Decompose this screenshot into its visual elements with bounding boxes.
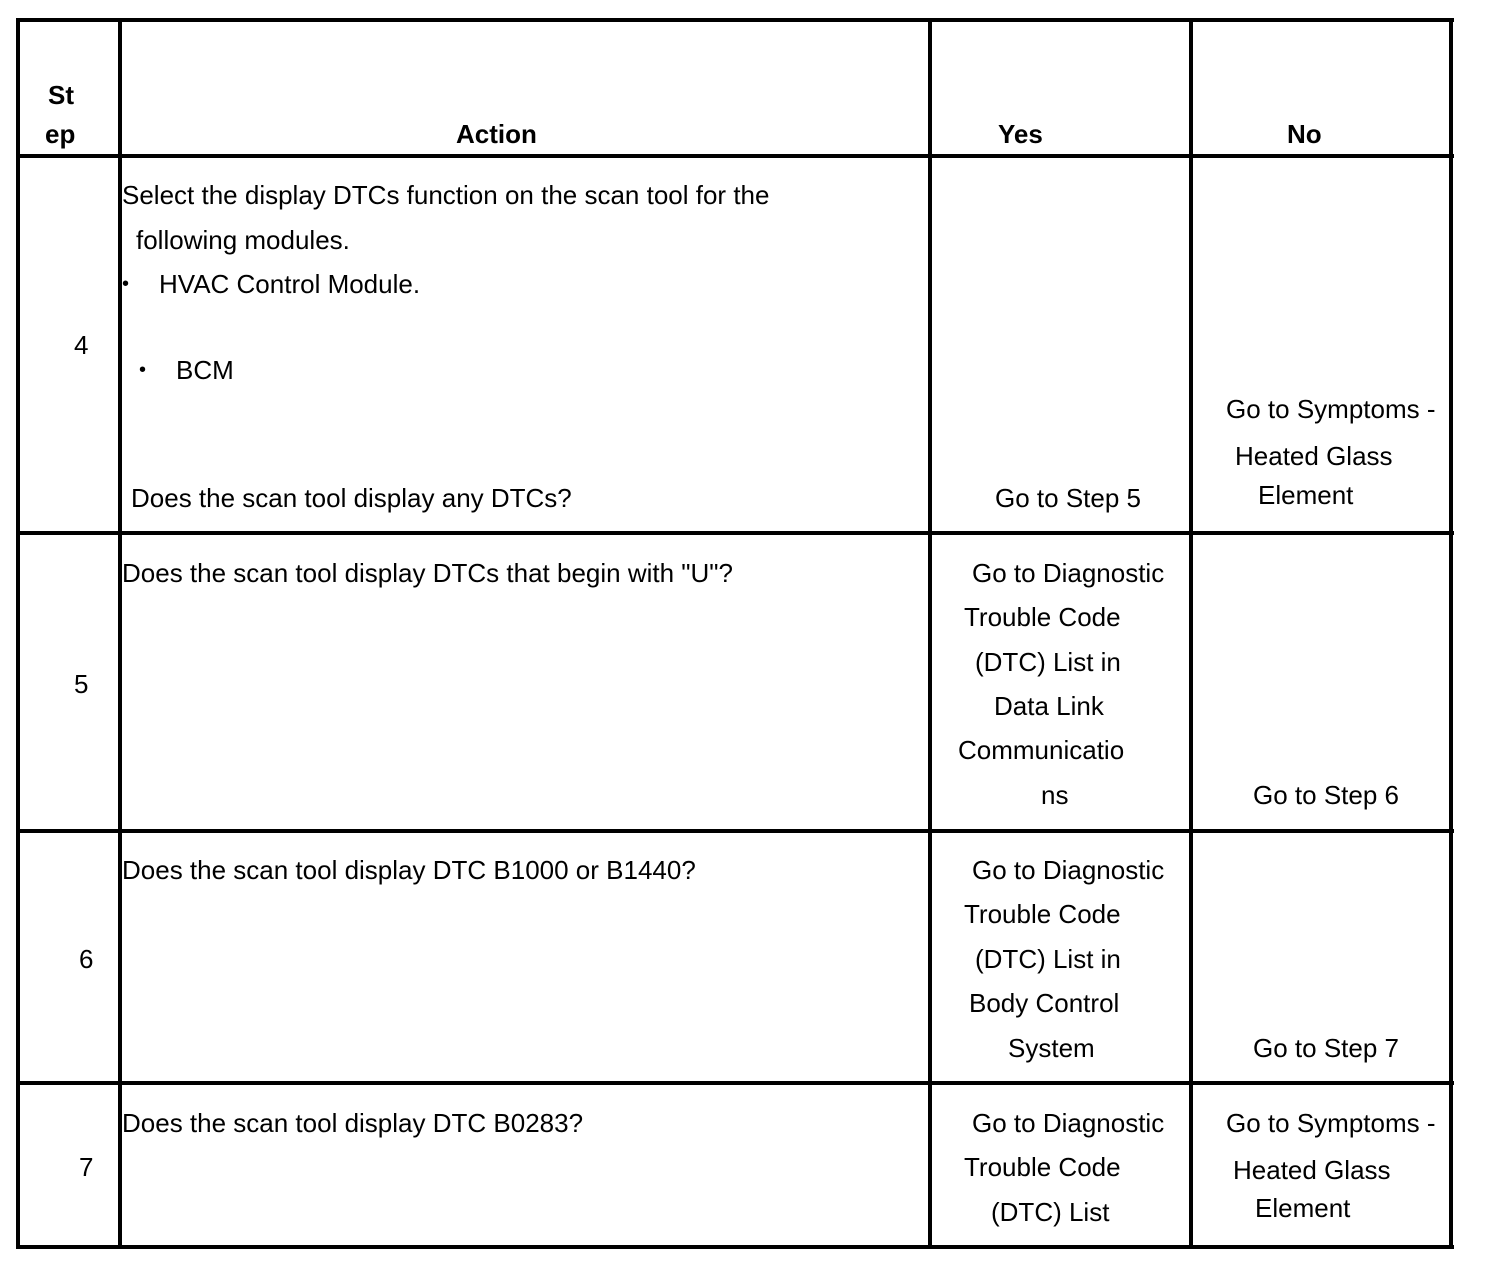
table-border-bottom [16, 1245, 1454, 1249]
yes-text: Trouble Code [964, 1152, 1121, 1182]
step-number: 7 [79, 1152, 94, 1182]
no-text: Go to Step 6 [1253, 780, 1399, 810]
yes-text: Data Link [994, 691, 1104, 721]
bullet-icon: • [122, 273, 130, 295]
yes-text: Trouble Code [964, 602, 1121, 632]
row-divider [16, 531, 1454, 535]
action-text: Does the scan tool display DTCs that begin with "U"? [122, 558, 733, 588]
bullet-icon: • [139, 359, 147, 381]
action-text: Select the display DTCs function on the scan tool for the [122, 180, 770, 210]
no-text: Go to Step 7 [1253, 1033, 1399, 1063]
row-divider [16, 1081, 1454, 1085]
yes-text: ns [1041, 780, 1069, 810]
header-step: St [48, 80, 74, 110]
yes-text: (DTC) List in [975, 647, 1121, 677]
yes-text: Go to Step 5 [995, 483, 1141, 513]
no-text: Heated Glass [1233, 1155, 1391, 1185]
column-divider [1189, 18, 1193, 1249]
no-text: Go to Symptoms - [1226, 394, 1436, 424]
action-text: Does the scan tool display DTC B0283? [122, 1108, 584, 1138]
yes-text: Go to Diagnostic [972, 1108, 1165, 1138]
action-question: Does the scan tool display any DTCs? [131, 483, 572, 513]
table-border-right [1449, 18, 1453, 1249]
row-divider [16, 829, 1454, 833]
yes-text: Communicatio [958, 735, 1125, 765]
yes-text: Go to Diagnostic [972, 855, 1165, 885]
yes-text: Trouble Code [964, 899, 1121, 929]
list-item: BCM [176, 355, 234, 385]
step-number: 5 [74, 669, 89, 699]
header-divider [16, 154, 1454, 158]
yes-text: Body Control [969, 988, 1120, 1018]
no-text: Heated Glass [1235, 441, 1393, 471]
header-no: No [1287, 119, 1322, 149]
no-text: Element [1255, 1193, 1351, 1223]
action-text: Does the scan tool display DTC B1000 or B1440? [122, 855, 696, 885]
table-border-left [16, 18, 20, 1249]
step-number: 4 [74, 330, 89, 360]
yes-text: Go to Diagnostic [972, 558, 1165, 588]
no-text: Go to Symptoms - [1226, 1108, 1436, 1138]
column-divider [928, 18, 932, 1249]
header-action: Action [456, 119, 537, 149]
step-number: 6 [79, 944, 94, 974]
table-border-top [16, 18, 1454, 22]
yes-text: (DTC) List in [975, 944, 1121, 974]
list-item: HVAC Control Module. [159, 269, 421, 299]
header-yes: Yes [998, 119, 1043, 149]
header-step-cont: ep [45, 119, 76, 149]
no-text: Element [1258, 480, 1354, 510]
action-text: following modules. [136, 225, 350, 255]
yes-text: (DTC) List [991, 1197, 1110, 1227]
yes-text: System [1008, 1033, 1095, 1063]
